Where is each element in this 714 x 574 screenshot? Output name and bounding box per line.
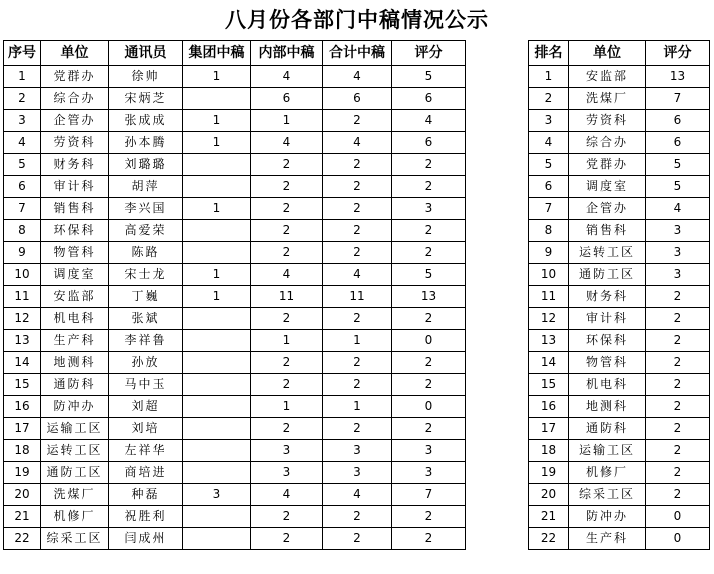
cell-score: 2: [392, 528, 466, 550]
cell-index: 13: [4, 330, 41, 352]
cell-total-submissions: 2: [323, 242, 392, 264]
table-header-row: [529, 41, 710, 66]
cell-rank: 21: [529, 506, 569, 528]
cell-internal-submissions: 2: [251, 418, 323, 440]
table-row: [529, 308, 710, 330]
cell-correspondent: 李祥鲁: [109, 330, 183, 352]
table-row: [4, 462, 466, 484]
cell-unit: 调度室: [41, 264, 109, 286]
table-row: [529, 154, 710, 176]
cell-correspondent: 孙本腾: [109, 132, 183, 154]
cell-unit: 企管办: [41, 110, 109, 132]
cell-group-submissions: [183, 308, 251, 330]
cell-score: 3: [392, 462, 466, 484]
table-row: [529, 484, 710, 506]
cell-index: 17: [4, 418, 41, 440]
cell-unit: 运转工区: [41, 440, 109, 462]
cell-internal-submissions: 2: [251, 528, 323, 550]
cell-unit: 环保科: [41, 220, 109, 242]
cell-unit: 安监部: [41, 286, 109, 308]
table-row: [4, 330, 466, 352]
cell-total-submissions: 2: [323, 418, 392, 440]
table-row: [4, 88, 466, 110]
table-row: [529, 440, 710, 462]
cell-index: 2: [4, 88, 41, 110]
cell-group-submissions: 1: [183, 286, 251, 308]
cell-group-submissions: [183, 506, 251, 528]
cell-score: 5: [392, 66, 466, 88]
table-row: [4, 220, 466, 242]
cell-group-submissions: [183, 374, 251, 396]
cell-correspondent: 陈路: [109, 242, 183, 264]
cell-index: 21: [4, 506, 41, 528]
cell-score: 2: [646, 308, 710, 330]
cell-rank: 17: [529, 418, 569, 440]
cell-score: 2: [392, 154, 466, 176]
table-row: [529, 396, 710, 418]
table-row: [529, 88, 710, 110]
cell-index: 19: [4, 462, 41, 484]
cell-unit: 物管科: [41, 242, 109, 264]
cell-internal-submissions: 4: [251, 264, 323, 286]
cell-group-submissions: [183, 176, 251, 198]
cell-correspondent: 种磊: [109, 484, 183, 506]
cell-rank: 3: [529, 110, 569, 132]
cell-total-submissions: 2: [323, 110, 392, 132]
cell-unit: 运输工区: [569, 440, 646, 462]
page-title: 八月份各部门中稿情况公示: [225, 8, 489, 32]
cell-total-submissions: 2: [323, 374, 392, 396]
ranking-table: [528, 40, 710, 550]
cell-score: 2: [646, 330, 710, 352]
cell-correspondent: 祝胜利: [109, 506, 183, 528]
cell-total-submissions: 4: [323, 66, 392, 88]
cell-score: 0: [392, 330, 466, 352]
cell-index: 7: [4, 198, 41, 220]
cell-total-submissions: 2: [323, 176, 392, 198]
cell-group-submissions: 1: [183, 110, 251, 132]
column-header-unit: 单位: [569, 41, 646, 66]
cell-unit: 安监部: [569, 66, 646, 88]
cell-internal-submissions: 3: [251, 462, 323, 484]
cell-total-submissions: 3: [323, 440, 392, 462]
cell-unit: 通防科: [41, 374, 109, 396]
cell-total-submissions: 1: [323, 330, 392, 352]
cell-unit: 地测科: [41, 352, 109, 374]
table-row: [529, 264, 710, 286]
cell-total-submissions: 2: [323, 528, 392, 550]
cell-group-submissions: 1: [183, 132, 251, 154]
cell-correspondent: 徐帅: [109, 66, 183, 88]
cell-score: 2: [646, 286, 710, 308]
cell-group-submissions: 1: [183, 66, 251, 88]
table-row: [4, 242, 466, 264]
cell-rank: 11: [529, 286, 569, 308]
cell-score: 3: [646, 242, 710, 264]
cell-score: 6: [392, 88, 466, 110]
cell-correspondent: 刘超: [109, 396, 183, 418]
column-header-rank: 排名: [529, 41, 569, 66]
cell-total-submissions: 2: [323, 220, 392, 242]
table-row: [529, 286, 710, 308]
table-row: [529, 528, 710, 550]
cell-correspondent: 张成成: [109, 110, 183, 132]
table-row: [4, 528, 466, 550]
cell-correspondent: 商培进: [109, 462, 183, 484]
cell-correspondent: 闫成州: [109, 528, 183, 550]
cell-rank: 14: [529, 352, 569, 374]
cell-group-submissions: 1: [183, 264, 251, 286]
table-row: [4, 154, 466, 176]
cell-rank: 2: [529, 88, 569, 110]
cell-score: 0: [392, 396, 466, 418]
cell-score: 3: [646, 264, 710, 286]
cell-unit: 运转工区: [569, 242, 646, 264]
cell-unit: 机修厂: [41, 506, 109, 528]
cell-unit: 机电科: [41, 308, 109, 330]
cell-correspondent: 胡萍: [109, 176, 183, 198]
cell-rank: 18: [529, 440, 569, 462]
cell-rank: 10: [529, 264, 569, 286]
cell-index: 22: [4, 528, 41, 550]
table-row: [4, 198, 466, 220]
cell-group-submissions: [183, 220, 251, 242]
cell-unit: 财务科: [569, 286, 646, 308]
cell-unit: 物管科: [569, 352, 646, 374]
cell-score: 6: [646, 110, 710, 132]
cell-correspondent: 高爱荣: [109, 220, 183, 242]
cell-total-submissions: 3: [323, 462, 392, 484]
cell-unit: 企管办: [569, 198, 646, 220]
cell-rank: 4: [529, 132, 569, 154]
column-header-index: 序号: [4, 41, 41, 66]
table-row: [4, 352, 466, 374]
table-row: [4, 110, 466, 132]
cell-score: 5: [392, 264, 466, 286]
cell-rank: 22: [529, 528, 569, 550]
table-row: [4, 66, 466, 88]
cell-internal-submissions: 1: [251, 110, 323, 132]
table-row: [529, 242, 710, 264]
cell-score: 2: [646, 462, 710, 484]
cell-rank: 16: [529, 396, 569, 418]
cell-score: 2: [646, 374, 710, 396]
cell-unit: 综采工区: [41, 528, 109, 550]
cell-unit: 党群办: [41, 66, 109, 88]
cell-correspondent: 孙放: [109, 352, 183, 374]
cell-rank: 13: [529, 330, 569, 352]
cell-internal-submissions: 1: [251, 330, 323, 352]
cell-group-submissions: [183, 242, 251, 264]
cell-score: 0: [646, 506, 710, 528]
table-row: [4, 264, 466, 286]
cell-internal-submissions: 2: [251, 506, 323, 528]
cell-total-submissions: 4: [323, 264, 392, 286]
cell-group-submissions: [183, 528, 251, 550]
cell-unit: 环保科: [569, 330, 646, 352]
cell-correspondent: 宋炳芝: [109, 88, 183, 110]
column-header-score: 评分: [392, 41, 466, 66]
cell-group-submissions: [183, 330, 251, 352]
table-row: [529, 374, 710, 396]
cell-index: 14: [4, 352, 41, 374]
cell-index: 11: [4, 286, 41, 308]
table-row: [529, 110, 710, 132]
cell-rank: 20: [529, 484, 569, 506]
column-header-group-submissions: 集团中稿: [183, 41, 251, 66]
cell-score: 2: [392, 176, 466, 198]
cell-internal-submissions: 4: [251, 484, 323, 506]
cell-total-submissions: 4: [323, 132, 392, 154]
table-row: [529, 330, 710, 352]
cell-score: 4: [392, 110, 466, 132]
cell-total-submissions: 11: [323, 286, 392, 308]
column-header-internal-submissions: 内部中稿: [251, 41, 323, 66]
cell-score: 2: [392, 308, 466, 330]
cell-score: 2: [646, 418, 710, 440]
cell-correspondent: 左祥华: [109, 440, 183, 462]
cell-unit: 防冲办: [41, 396, 109, 418]
table-row: [529, 66, 710, 88]
cell-internal-submissions: 2: [251, 242, 323, 264]
cell-unit: 运输工区: [41, 418, 109, 440]
cell-score: 3: [392, 440, 466, 462]
cell-unit: 综采工区: [569, 484, 646, 506]
cell-unit: 通防工区: [41, 462, 109, 484]
cell-unit: 劳资科: [569, 110, 646, 132]
cell-group-submissions: [183, 88, 251, 110]
table-row: [529, 198, 710, 220]
cell-group-submissions: [183, 440, 251, 462]
cell-total-submissions: 6: [323, 88, 392, 110]
cell-rank: 19: [529, 462, 569, 484]
table-row: [529, 506, 710, 528]
cell-correspondent: 张斌: [109, 308, 183, 330]
cell-unit: 销售科: [569, 220, 646, 242]
cell-score: 5: [646, 154, 710, 176]
cell-group-submissions: [183, 352, 251, 374]
cell-internal-submissions: 2: [251, 176, 323, 198]
cell-score: 6: [646, 132, 710, 154]
cell-total-submissions: 2: [323, 154, 392, 176]
cell-score: 3: [646, 220, 710, 242]
cell-internal-submissions: 4: [251, 132, 323, 154]
cell-correspondent: 刘培: [109, 418, 183, 440]
cell-group-submissions: 3: [183, 484, 251, 506]
table-row: [4, 374, 466, 396]
table-row: [4, 440, 466, 462]
cell-unit: 劳资科: [41, 132, 109, 154]
cell-index: 20: [4, 484, 41, 506]
cell-index: 5: [4, 154, 41, 176]
cell-rank: 5: [529, 154, 569, 176]
column-header-correspondent: 通讯员: [109, 41, 183, 66]
cell-unit: 调度室: [569, 176, 646, 198]
table-row: [529, 176, 710, 198]
cell-score: 7: [392, 484, 466, 506]
cell-group-submissions: [183, 154, 251, 176]
cell-index: 10: [4, 264, 41, 286]
table-row: [529, 132, 710, 154]
column-header-score: 评分: [646, 41, 710, 66]
table-row: [4, 308, 466, 330]
cell-score: 13: [392, 286, 466, 308]
cell-internal-submissions: 1: [251, 396, 323, 418]
cell-internal-submissions: 2: [251, 220, 323, 242]
cell-unit: 通防科: [569, 418, 646, 440]
cell-rank: 1: [529, 66, 569, 88]
table-row: [4, 484, 466, 506]
cell-unit: 机电科: [569, 374, 646, 396]
column-header-unit: 单位: [41, 41, 109, 66]
cell-rank: 12: [529, 308, 569, 330]
cell-unit: 防冲办: [569, 506, 646, 528]
cell-total-submissions: 2: [323, 506, 392, 528]
table-row: [529, 352, 710, 374]
table-row: [4, 286, 466, 308]
cell-correspondent: 马中玉: [109, 374, 183, 396]
table-row: [529, 462, 710, 484]
cell-total-submissions: 2: [323, 352, 392, 374]
cell-internal-submissions: 4: [251, 66, 323, 88]
cell-internal-submissions: 2: [251, 352, 323, 374]
cell-index: 16: [4, 396, 41, 418]
department-submission-table: [3, 40, 466, 550]
table-row: [4, 396, 466, 418]
cell-score: 5: [646, 176, 710, 198]
cell-index: 18: [4, 440, 41, 462]
cell-unit: 审计科: [569, 308, 646, 330]
cell-score: 2: [392, 418, 466, 440]
cell-rank: 7: [529, 198, 569, 220]
cell-unit: 生产科: [41, 330, 109, 352]
cell-index: 1: [4, 66, 41, 88]
cell-total-submissions: 2: [323, 198, 392, 220]
cell-unit: 通防工区: [569, 264, 646, 286]
cell-correspondent: 李兴国: [109, 198, 183, 220]
cell-internal-submissions: 2: [251, 154, 323, 176]
cell-score: 7: [646, 88, 710, 110]
cell-index: 9: [4, 242, 41, 264]
cell-rank: 6: [529, 176, 569, 198]
cell-unit: 党群办: [569, 154, 646, 176]
cell-score: 2: [392, 352, 466, 374]
table-row: [4, 132, 466, 154]
cell-index: 3: [4, 110, 41, 132]
cell-unit: 洗煤厂: [569, 88, 646, 110]
cell-rank: 15: [529, 374, 569, 396]
cell-score: 2: [392, 220, 466, 242]
cell-score: 2: [392, 374, 466, 396]
table-row: [529, 220, 710, 242]
cell-score: 2: [646, 484, 710, 506]
cell-internal-submissions: 2: [251, 308, 323, 330]
cell-unit: 机修厂: [569, 462, 646, 484]
cell-index: 12: [4, 308, 41, 330]
cell-unit: 综合办: [569, 132, 646, 154]
cell-unit: 地测科: [569, 396, 646, 418]
cell-score: 3: [392, 198, 466, 220]
cell-internal-submissions: 6: [251, 88, 323, 110]
cell-correspondent: 刘璐璐: [109, 154, 183, 176]
cell-score: 2: [392, 242, 466, 264]
cell-internal-submissions: 3: [251, 440, 323, 462]
table-row: [529, 418, 710, 440]
cell-unit: 销售科: [41, 198, 109, 220]
cell-score: 2: [646, 352, 710, 374]
cell-score: 4: [646, 198, 710, 220]
cell-score: 2: [646, 440, 710, 462]
cell-unit: 综合办: [41, 88, 109, 110]
cell-index: 15: [4, 374, 41, 396]
table-row: [4, 176, 466, 198]
cell-score: 6: [392, 132, 466, 154]
cell-correspondent: 宋士龙: [109, 264, 183, 286]
cell-group-submissions: [183, 462, 251, 484]
table-row: [4, 506, 466, 528]
cell-index: 8: [4, 220, 41, 242]
cell-total-submissions: 4: [323, 484, 392, 506]
cell-unit: 生产科: [569, 528, 646, 550]
cell-score: 0: [646, 528, 710, 550]
cell-group-submissions: 1: [183, 198, 251, 220]
table-header-row: [4, 41, 466, 66]
cell-index: 4: [4, 132, 41, 154]
cell-unit: 财务科: [41, 154, 109, 176]
cell-internal-submissions: 2: [251, 198, 323, 220]
column-header-total-submissions: 合计中稿: [323, 41, 392, 66]
cell-unit: 洗煤厂: [41, 484, 109, 506]
cell-internal-submissions: 2: [251, 374, 323, 396]
cell-score: 2: [392, 506, 466, 528]
cell-group-submissions: [183, 418, 251, 440]
cell-correspondent: 丁巍: [109, 286, 183, 308]
cell-total-submissions: 1: [323, 396, 392, 418]
cell-index: 6: [4, 176, 41, 198]
cell-group-submissions: [183, 396, 251, 418]
cell-rank: 9: [529, 242, 569, 264]
cell-total-submissions: 2: [323, 308, 392, 330]
cell-unit: 审计科: [41, 176, 109, 198]
cell-rank: 8: [529, 220, 569, 242]
table-row: [4, 418, 466, 440]
cell-internal-submissions: 11: [251, 286, 323, 308]
cell-score: 13: [646, 66, 710, 88]
cell-score: 2: [646, 396, 710, 418]
